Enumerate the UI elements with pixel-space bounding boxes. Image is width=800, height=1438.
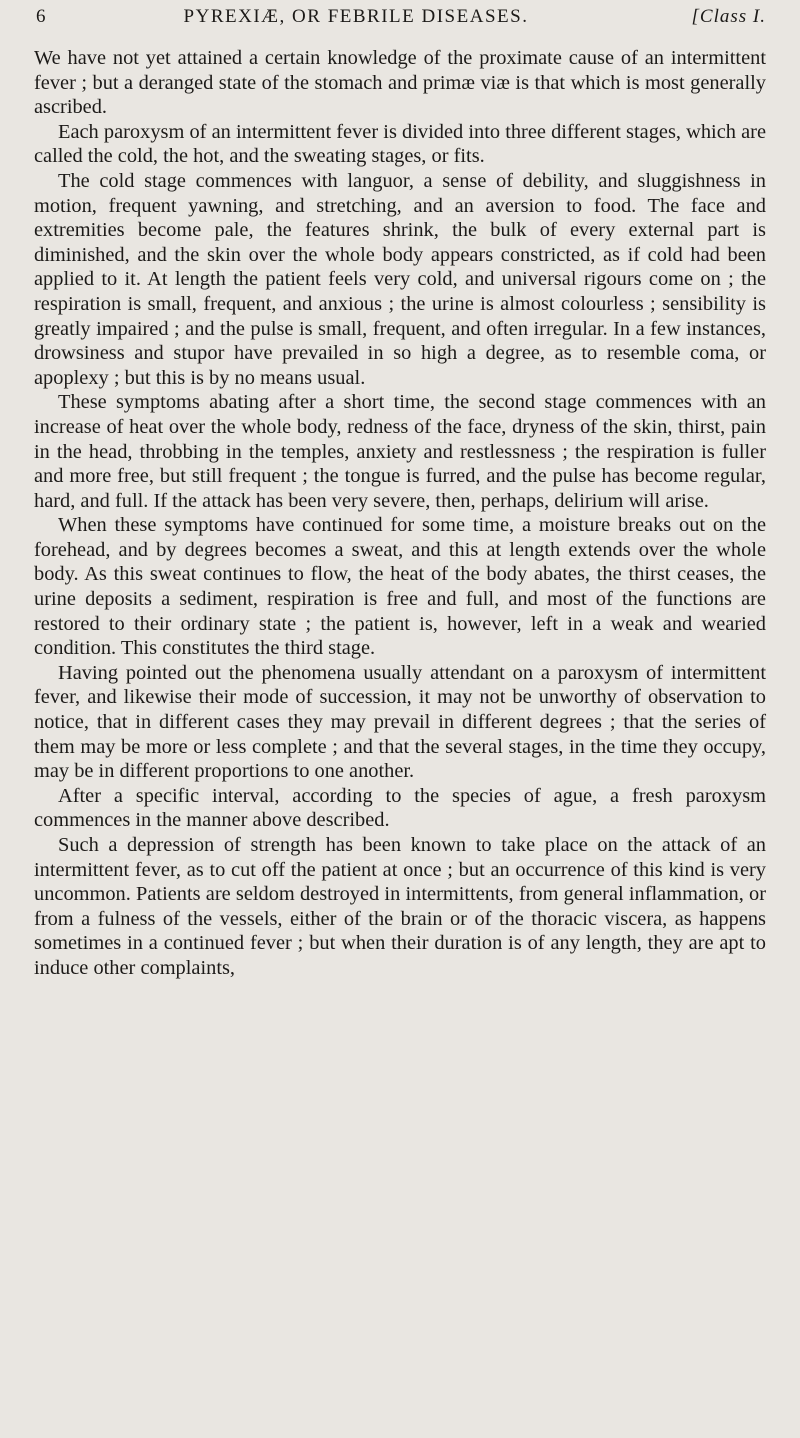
page-number: 6	[36, 6, 47, 27]
paragraph-phenomena: Having pointed out the phenomena usually attendant on a paroxysm of intermittent fever, and likewise their mode of succession, it may not be unworthy of observation to notice, that in different cases they may prevail in different degrees ; that the series of them may be more or less complete ; and that the several stages, in the time they occupy, may be in different proportions to one another.	[34, 661, 766, 783]
paragraph-proximate-cause: We have not yet attained a certain knowledge of the proximate cause of an intermittent fever ; but a deranged state of the stomach and primæ viæ is that which is most generally ascribed.	[34, 47, 766, 119]
body-text	[34, 46, 766, 981]
page-header	[34, 6, 766, 46]
class-label: [Class I.	[691, 6, 766, 27]
paragraph-fresh-paroxysm: After a specific interval, according to the species of ague, a fresh paroxysm commences in the manner above described.	[34, 784, 766, 832]
paragraph-depression: Such a depression of strength has been known to take place on the attack of an intermittent fever, as to cut off the patient at once ; but an occurrence of this kind is very uncommon. Patients are seldom destroyed in intermittents, from general inflammation, or from a fulness of the vessels, either of the brain or of the thoracic viscera, as happens sometimes in a continued fever ; but when their duration is of any length, they are apt to induce other complaints,	[34, 834, 766, 979]
paragraph-hot-stage: These symptoms abating after a short time, the second stage commences with an increase of heat over the whole body, redness of the face, dryness of the skin, thirst, pain in the head, throbbing in the temples, anxiety and restlessness ; the respiration is fuller and more free, but still frequent ; the tongue is furred, and the pulse has become regular, hard, and full. If the attack has been very severe, then, perhaps, delirium will arise.	[34, 391, 766, 512]
running-title: PYREXIÆ, OR FEBRILE DISEASES.	[183, 6, 529, 27]
paragraph-sweating-stage: When these symptoms have continued for some time, a moisture breaks out on the forehead, and by degrees becomes a sweat, and this at length extends over the whole body. As this sweat continues to flow, the heat of the body abates, the thirst ceases, the urine deposits a sediment, respiration is free and full, and most of the functions are restored to their ordinary state ; the patient is, however, left in a weak and wearied condition. This constitutes the third stage.	[34, 514, 766, 660]
paragraph-three-stages: Each paroxysm of an intermittent fever is divided into three different stages, which are called the cold, the hot, and the sweating stages, or fits.	[34, 120, 766, 168]
paragraph-cold-stage: The cold stage commences with languor, a sense of debility, and sluggishness in motion, frequent yawning, and stretching, and an aversion to food. The face and extremities become pale, the features shrink, the bulk of every external part is diminished, and the skin over the whole body appears constricted, as if cold had been applied to it. At length the patient feels very cold, and universal rigours come on ; the respiration is small, frequent, and anxious ; the urine is almost colourless ; sensibility is greatly impaired ; and the pulse is small, frequent, and often irregular. In a few instances, drowsiness and stupor have prevailed in so high a degree, as to resemble coma, or apoplexy ; but this is by no means usual.	[34, 169, 766, 389]
